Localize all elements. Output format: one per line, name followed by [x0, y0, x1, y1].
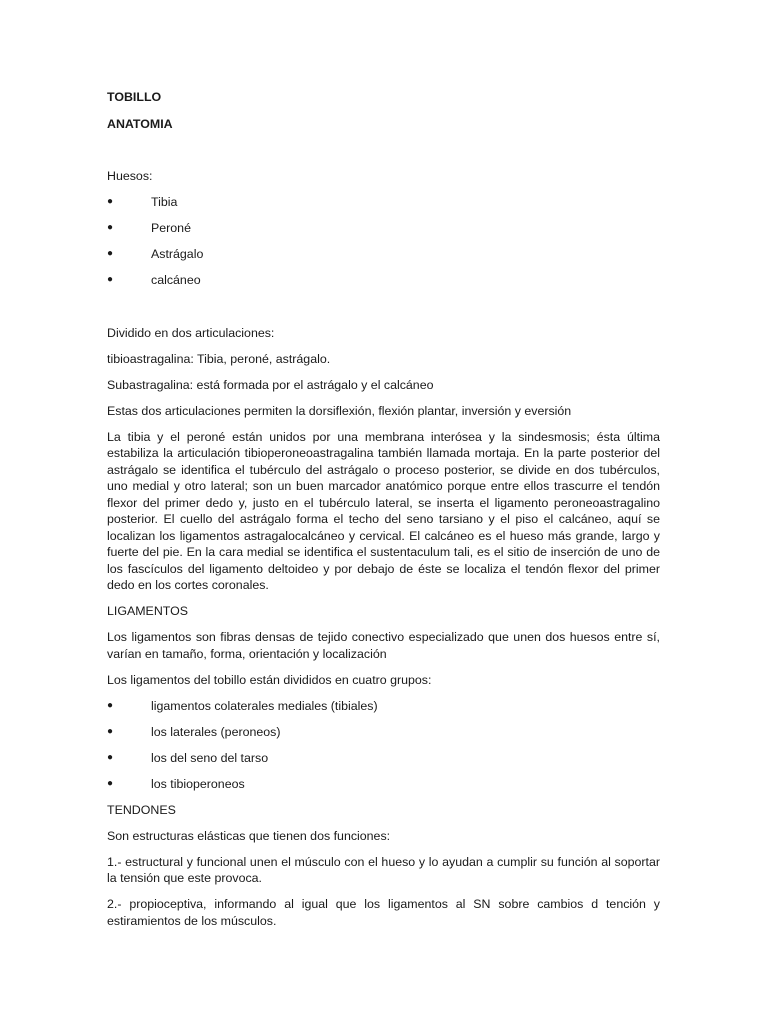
document-title: TOBILLO [107, 90, 162, 104]
ligaments-list [107, 698, 660, 793]
bullet-icon: ● [107, 777, 114, 789]
anatomy-paragraph: La tibia y el peroné están unidos por una membrana interósea y la sindesmosis; ésta última estabiliza la articulación tibioperoneoastragalina también llamada mortaja. En la parte posterior del astrágalo se identifica el tubérculo del astrágalo o proceso posterior, se divide en dos tubérculos, uno medial y otro lateral; son un buen marcador anatómico porque entre ellos trascurre el tendón flexor del primer dedo y, justo en el tubérculo lateral, se inserta el ligamento peroneoastragalino posterior. El cuello del astrágalo forma el techo del seno tarsiano y el piso el calcáneo, aquí se localizan los ligamentos astragalocalcáneo y cervical. El calcáneo es el hueso más grande, largo y fuerte del pie. En la cara medial se identifica el sustentaculum tali, es el sitio de inserción de uno de los fascículos del ligamento deltoideo y por debajo de éste se localiza el tendón flexor del primer dedo en los cortes coronales. [107, 429, 660, 592]
bullet-icon: ● [107, 751, 114, 763]
list-item: ● ligamentos colaterales mediales (tibiales) [107, 698, 378, 713]
list-item: ● Tibia [107, 195, 178, 209]
ligaments-heading: LIGAMENTOS [107, 604, 189, 618]
bullet-icon: ● [107, 274, 114, 285]
list-item: ● Peroné [107, 221, 191, 235]
list-item: ● Astrágalo [107, 247, 204, 261]
bullet-icon: ● [107, 248, 114, 259]
tendons-intro: Son estructuras elásticas que tienen dos funciones: [107, 828, 391, 843]
sub-line: Subastragalina: está formada por el astrágalo y el calcáneo [107, 377, 434, 392]
ligaments-definition: Los ligamentos son fibras densas de tejido conectivo especializado que unen dos huesos entre sí, varían en tamaño, forma, orientación y localización [107, 630, 660, 661]
bullet-icon: ● [107, 196, 114, 207]
tibio-line: tibioastragalina: Tibia, peroné, astrágalo. [107, 351, 331, 366]
list-item: ● calcáneo [107, 273, 201, 287]
tendons-heading: TENDONES [107, 802, 176, 817]
tendons-function-1: 1.- estructural y funcional unen el músculo con el hueso y lo ayudan a cumplir su función al soportar la tensión que este provoca. [107, 854, 660, 885]
bullet-icon: ● [107, 222, 114, 233]
bones-list [107, 194, 660, 289]
list-item: ● los tibioperoneos [107, 776, 245, 791]
document-subtitle: ANATOMIA [107, 116, 173, 131]
tendons-function-2: 2.- propioceptiva, informando al igual que los ligamentos al SN sobre cambios d tención y estiramientos de los músculos. [107, 897, 660, 928]
list-item: ● los del seno del tarso [107, 750, 269, 765]
bullet-icon: ● [107, 725, 114, 737]
articulations-intro: Dividido en dos articulaciones: [107, 325, 275, 340]
movements-line: Estas dos articulaciones permiten la dorsiflexión, flexión plantar, inversión y eversión [107, 403, 572, 418]
bones-heading: Huesos: [107, 169, 153, 183]
list-item: ● los laterales (peroneos) [107, 724, 281, 739]
bullet-icon: ● [107, 699, 114, 711]
document-page [107, 89, 660, 929]
ligaments-groups-intro: Los ligamentos del tobillo están divididos en cuatro grupos: [107, 672, 432, 687]
